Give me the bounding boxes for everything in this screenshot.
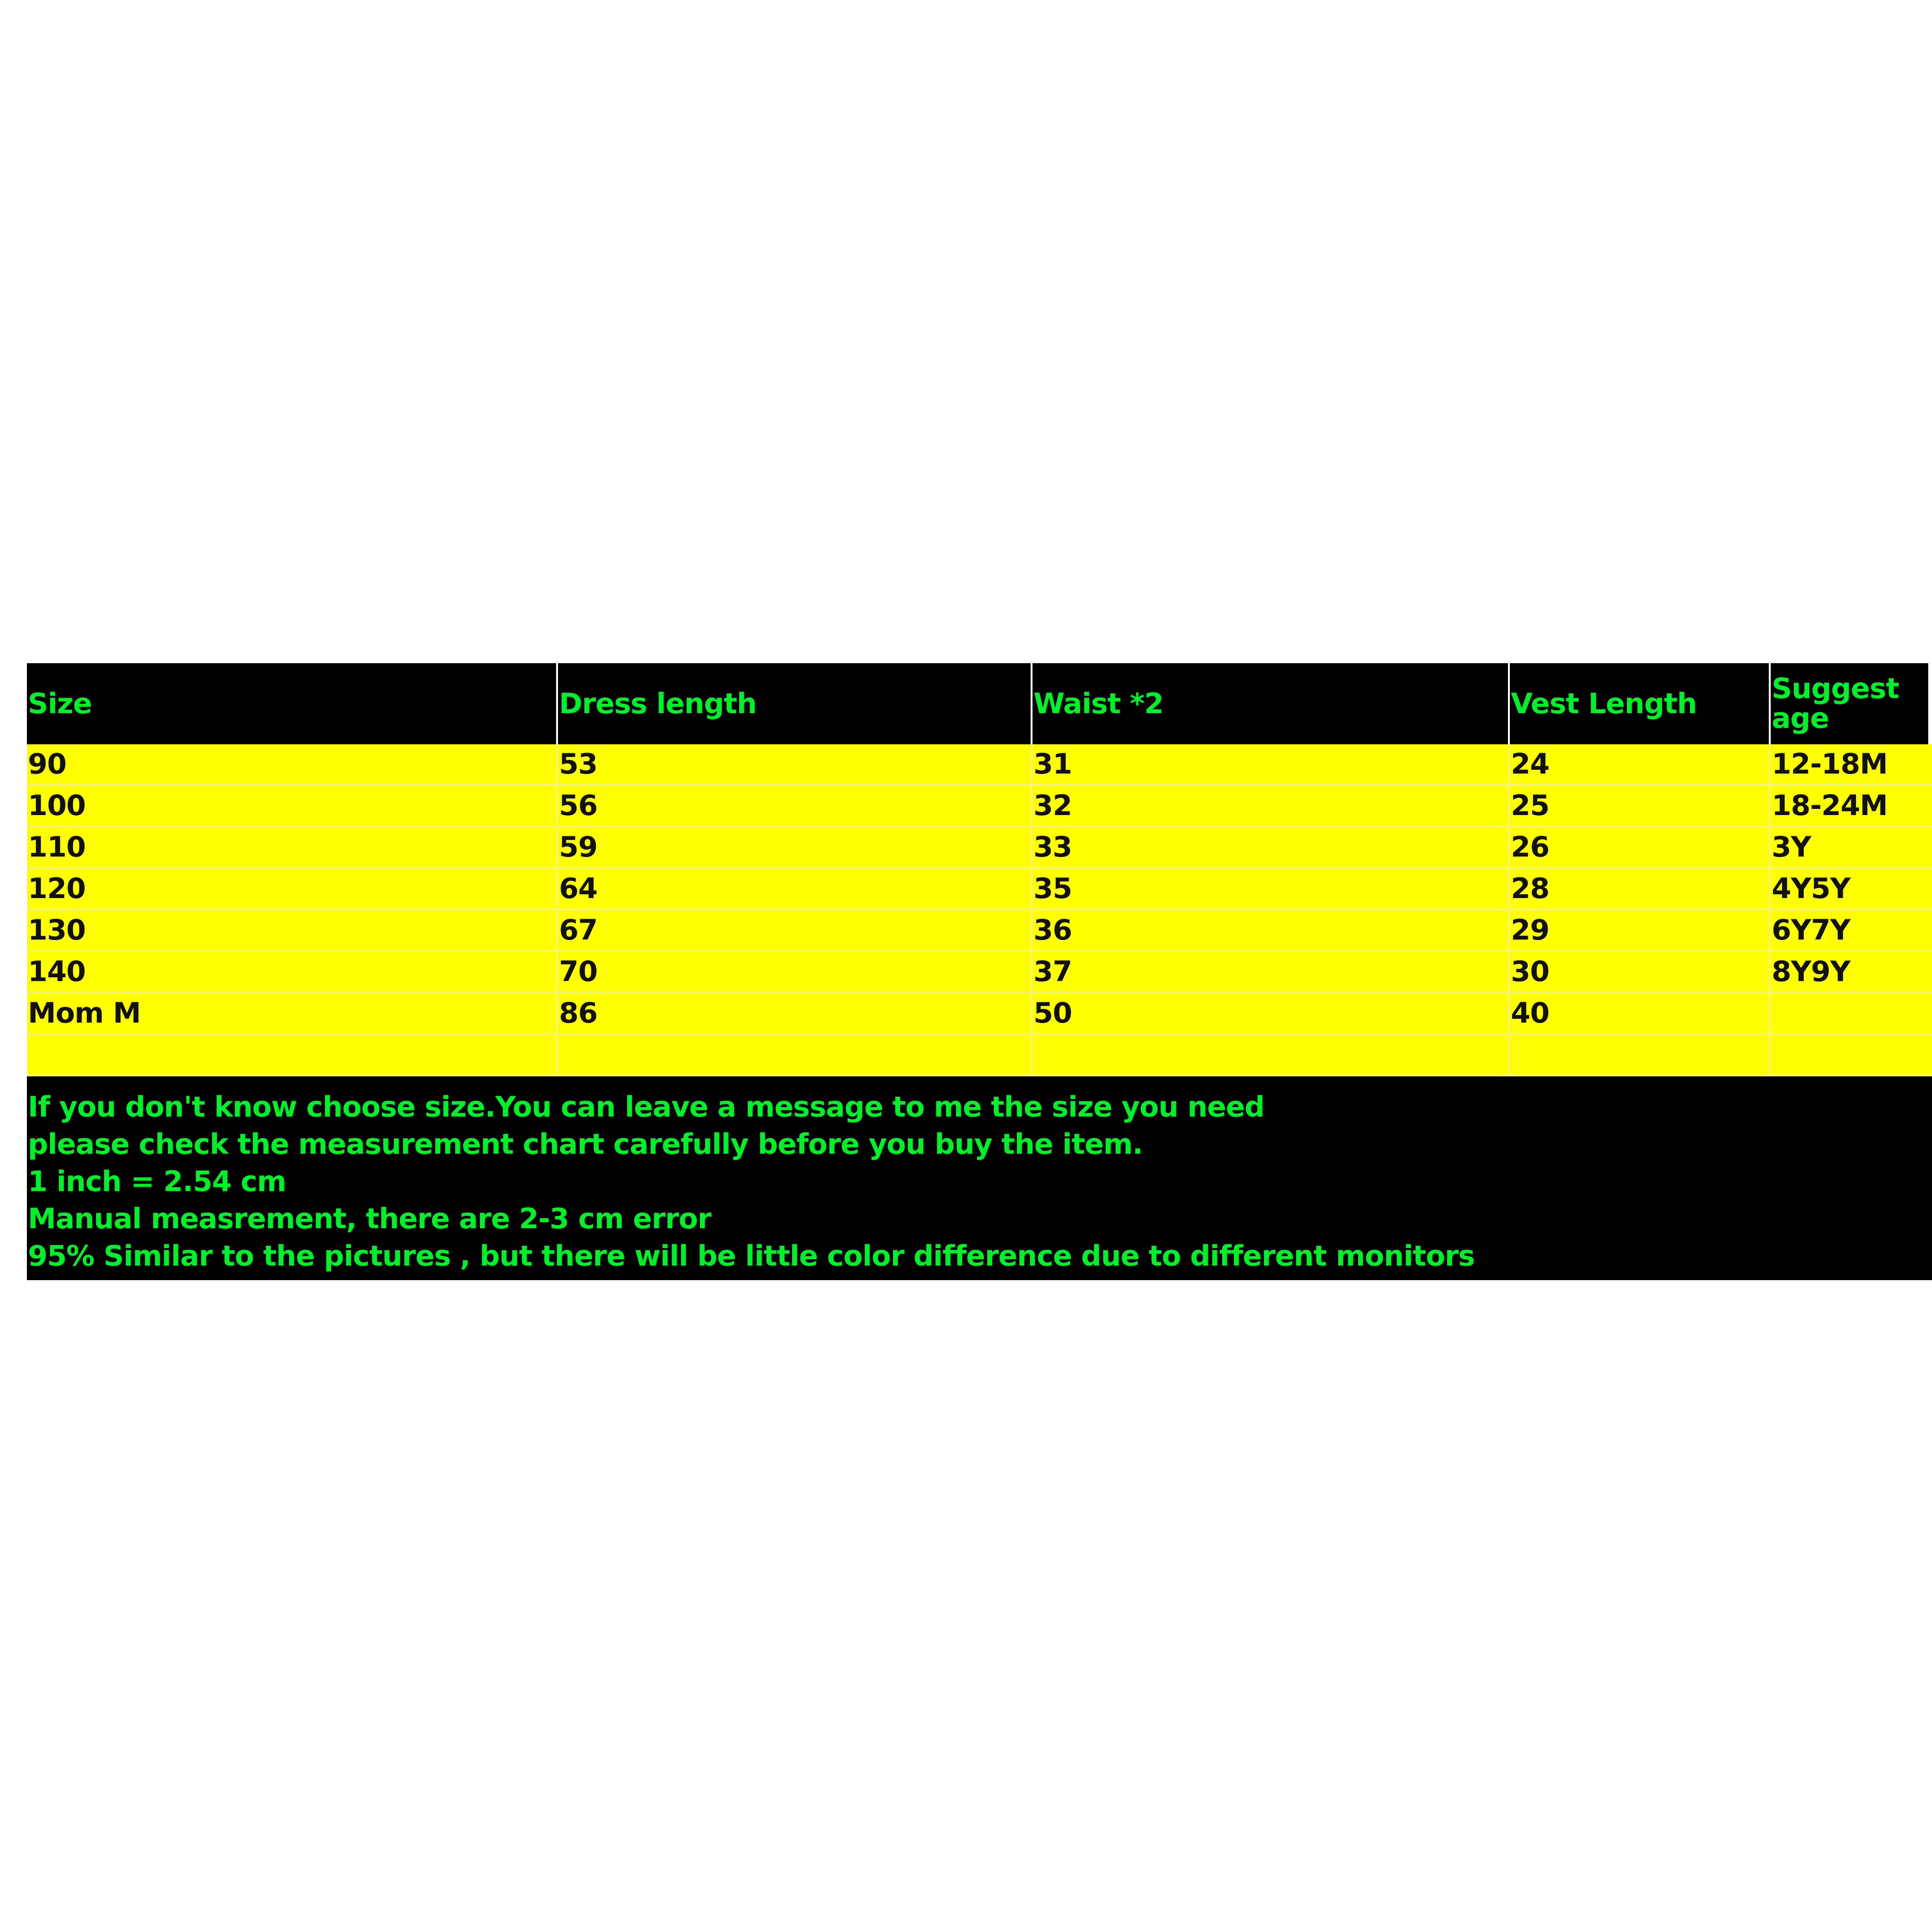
cell-suggest-age: [1770, 992, 1932, 1034]
cell-size: 140: [27, 951, 557, 992]
cell-dress-length: 56: [557, 785, 1032, 826]
cell-vest-length: 25: [1509, 785, 1770, 826]
cell-vest-length: [1509, 1034, 1770, 1075]
cell-vest-length: 29: [1509, 909, 1770, 951]
cell-dress-length: 86: [557, 992, 1032, 1034]
notes-panel: [27, 1076, 1932, 1280]
cell-vest-length: 28: [1509, 868, 1770, 909]
cell-dress-length: 67: [557, 909, 1032, 951]
cell-dress-length: 59: [557, 826, 1032, 868]
cell-size: 120: [27, 868, 557, 909]
cell-waist: 37: [1032, 951, 1509, 992]
cell-size: 110: [27, 826, 557, 868]
note-measurement-error: Manual measrement, there are 2-3 cm error: [28, 1202, 711, 1235]
cell-dress-length: 70: [557, 951, 1032, 992]
cell-waist: 32: [1032, 785, 1509, 826]
note-color-difference: 95% Similar to the pictures , but there will be little color difference due to different monitors: [28, 1240, 1475, 1273]
cell-suggest-age: 6Y7Y: [1770, 909, 1932, 951]
cell-waist: [1032, 1034, 1509, 1075]
header-suggest-age: Suggest age: [1770, 663, 1932, 744]
cell-dress-length: 64: [557, 868, 1032, 909]
size-table: [27, 663, 1932, 1076]
cell-size: [27, 1034, 557, 1075]
table-row: [27, 868, 1932, 909]
cell-suggest-age: 12-18M: [1770, 744, 1932, 785]
table-row: [27, 992, 1932, 1034]
cell-waist: 31: [1032, 744, 1509, 785]
header-size: Size: [27, 663, 557, 744]
cell-dress-length: [557, 1034, 1032, 1075]
cell-waist: 35: [1032, 868, 1509, 909]
cell-suggest-age: 3Y: [1770, 826, 1932, 868]
table-header-row: [27, 663, 1932, 744]
cell-vest-length: 30: [1509, 951, 1770, 992]
note-size-message: If you don't know choose size.You can leave a message to me the size you need: [28, 1091, 1265, 1124]
cell-suggest-age: 4Y5Y: [1770, 868, 1932, 909]
size-chart: [27, 663, 1932, 1280]
cell-vest-length: 40: [1509, 992, 1770, 1034]
cell-waist: 36: [1032, 909, 1509, 951]
cell-suggest-age: [1770, 1034, 1932, 1075]
cell-waist: 33: [1032, 826, 1509, 868]
table-row: [27, 826, 1932, 868]
table-row: [27, 951, 1932, 992]
header-waist: Waist *2: [1032, 663, 1509, 744]
cell-size: 100: [27, 785, 557, 826]
cell-suggest-age: 18-24M: [1770, 785, 1932, 826]
cell-size: 130: [27, 909, 557, 951]
cell-waist: 50: [1032, 992, 1509, 1034]
table-row-empty: [27, 1034, 1932, 1075]
cell-vest-length: 24: [1509, 744, 1770, 785]
table-row: [27, 744, 1932, 785]
cell-dress-length: 53: [557, 744, 1032, 785]
table-row: [27, 785, 1932, 826]
note-inch-conversion: 1 inch = 2.54 cm: [28, 1165, 286, 1198]
header-dress-length: Dress length: [557, 663, 1032, 744]
cell-size: 90: [27, 744, 557, 785]
table-row: [27, 909, 1932, 951]
cell-size: Mom M: [27, 992, 557, 1034]
header-vest-length: Vest Length: [1509, 663, 1770, 744]
cell-vest-length: 26: [1509, 826, 1770, 868]
note-check-chart: please check the measurement chart carefully before you buy the item.: [28, 1128, 1143, 1161]
cell-suggest-age: 8Y9Y: [1770, 951, 1932, 992]
